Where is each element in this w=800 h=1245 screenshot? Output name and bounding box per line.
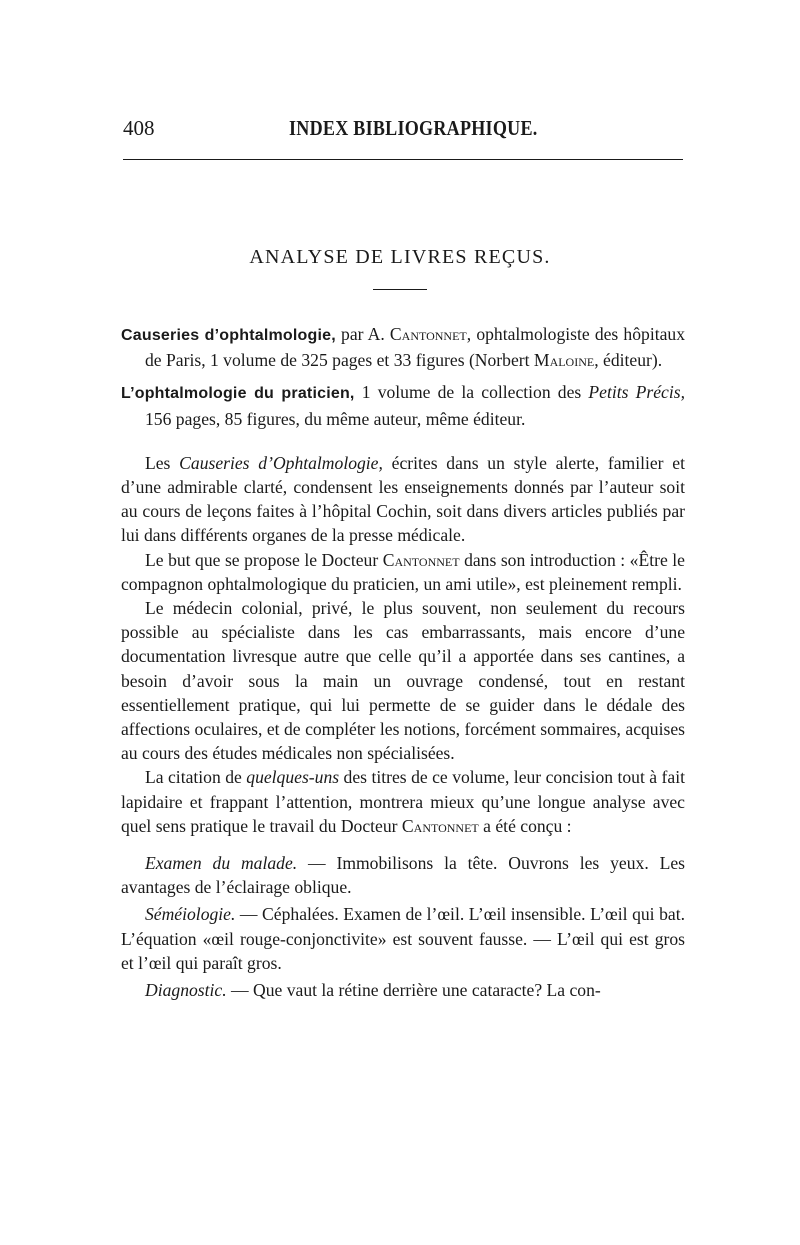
book-title: L’ophtalmologie du praticien, [121,385,355,403]
header-rule [123,159,683,160]
section-rule [373,289,427,290]
review-paragraph: La citation de quelques-uns des titres de ce volume, leur concision tout à fait lapidaire et frappant l’attention, montrera mieux qu’une longue analyse avec quel sens pratique le travail du Docteur Cantonnet a été conçu : [121,767,685,836]
rubric-heading: Séméiologie. [145,904,236,925]
section-title: ANALYSE DE LIVRES REÇUS. [249,246,551,268]
page-number: 408 [123,116,155,140]
chapter-rubric: Examen du malade. — Immobilisons la tête. Ouvrons les yeux. Les avantages de l’éclairage oblique. [121,853,685,898]
chapter-rubric: Diagnostic. — Que vaut la rétine derrière une cataracte? La con- [145,980,601,1001]
page-header [123,116,683,146]
collection-name: Petits Précis, [588,382,685,403]
body-text [121,322,685,1002]
book-entry-praticien: L’ophtalmologie du praticien, 1 volume de la collection des Petits Précis, 156 pages, 85 figures, du même auteur, même éditeur. [121,382,685,429]
review-paragraph: Les Causeries d’Ophtalmologie, écrites dans un style alerte, familier et d’une admirable clarté, condensent les enseignements donnés par l’auteur soit au cours de leçons faites à l’hôpital Cochin, soit dans divers articles publiés par lui dans différents organes de la presse médicale. [121,452,685,546]
author-name: Cantonnet, [389,324,472,344]
book-entry-causeries: Causeries d’ophtalmologie, par A. Cantonnet, ophtalmologiste des hôpitaux de Paris, 1 volume de 325 pages et 33 figures (Norbert Maloine, éditeur). [121,324,685,371]
chapter-rubric: Séméiologie. — Céphalées. Examen de l’œil. L’œil insensible. L’œil qui bat. L’équation «œil rouge-conjonctivite» est souvent fausse. — L’œil qui est gros et l’œil qui paraît gros. [121,904,685,973]
publisher-name: Maloine [533,350,595,371]
rubric-heading: Examen du malade. [145,853,298,874]
book-title: Causeries d’ophtalmologie, [121,327,336,344]
running-title: INDEX BIBLIOGRAPHIQUE. [289,116,538,140]
rubric-heading: Diagnostic. [145,980,227,1001]
review-paragraph: Le but que se propose le Docteur Cantonnet dans son introduction : «Être le compagnon ophtalmologique du praticien, un ami utile», est pleinement rempli. [121,549,685,594]
review-paragraph: Le médecin colonial, privé, le plus souvent, non seulement du recours possible au spécialiste dans les cas embarrassants, mais encore d’une documentation livresque autre que celle qu’il a apportée dans ses cantines, a besoin d’avoir sous la main un ouvrage condensé, tout en restant essentiellement pratique, qui lui permette de se guider dans le dédale des affections oculaires, et de compléter les notions, forcément sommaires, acquises au cours des études médicales non spécialisées. [121,598,685,764]
